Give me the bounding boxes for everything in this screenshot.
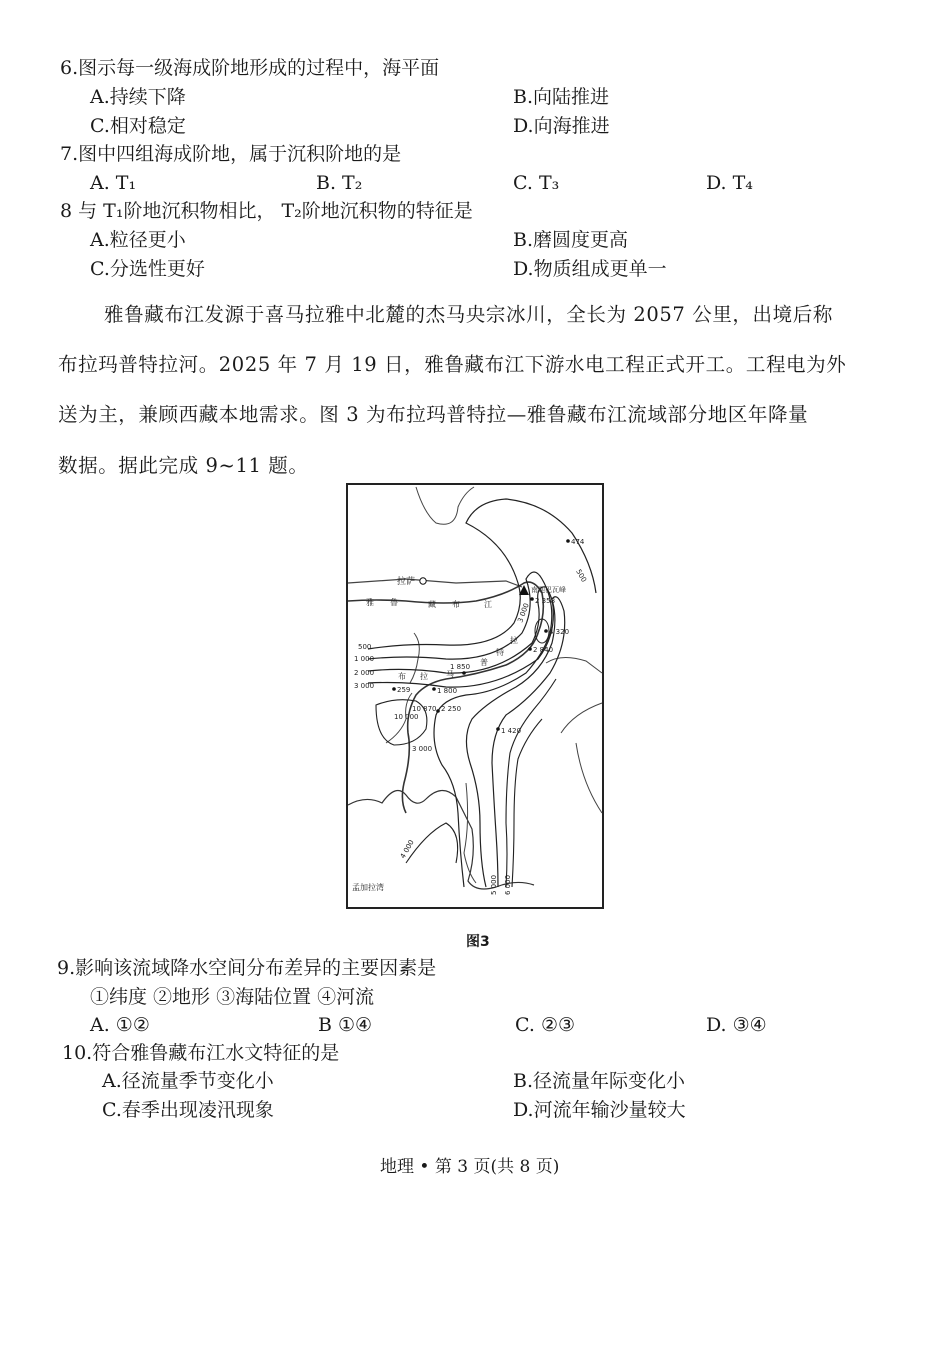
label-peak: 南迦巴瓦峰: [531, 586, 566, 594]
station-value: 474: [571, 538, 585, 546]
question-7-option-d[interactable]: D. T₄: [706, 172, 753, 194]
river-char: 布: [398, 672, 406, 681]
isoline-label: 2 000: [354, 669, 375, 677]
river-char: 雅: [366, 598, 374, 607]
question-8-option-d[interactable]: D.物质组成更单一: [513, 258, 667, 280]
question-7-option-c[interactable]: C. T₃: [513, 172, 560, 194]
isoline-label: 5 000: [490, 874, 498, 895]
isoline-label: 3 000: [412, 745, 433, 753]
question-6-option-d[interactable]: D.向海推进: [513, 115, 610, 137]
isoline-label: 500: [358, 643, 372, 651]
river-char: 藏: [428, 600, 436, 609]
station-value: 10 870: [412, 705, 437, 713]
river-char: 特: [496, 648, 504, 657]
station-value: 2 250: [441, 705, 462, 713]
passage-line-3: 送为主，兼顾西藏本地需求。图 3 为布拉玛普特拉—雅鲁藏布江流域部分地区年降量: [58, 403, 809, 426]
isoline-label: 1 000: [354, 655, 375, 663]
question-8-stem: 8 与 T₁阶地沉积物相比， T₂阶地沉积物的特征是: [60, 200, 473, 222]
question-9-stem: 9.影响该流域降水空间分布差异的主要因素是: [57, 957, 437, 979]
question-10-option-d[interactable]: D.河流年输沙量较大: [513, 1099, 686, 1121]
river-char: 鲁: [390, 598, 398, 607]
station-value: 4 320: [549, 628, 570, 636]
isoline-label: 3 000: [516, 602, 531, 624]
question-6-option-c[interactable]: C.相对稳定: [90, 115, 186, 137]
label-lhasa: 拉萨: [397, 577, 416, 587]
isoline-label: 4 000: [398, 838, 416, 860]
isoline-label: 3 000: [354, 682, 375, 690]
river-char: 江: [484, 600, 492, 609]
station-value: 259: [397, 686, 411, 694]
question-9-option-a[interactable]: A. ①②: [90, 1014, 150, 1036]
passage-line-4: 数据。据此完成 9~11 题。: [58, 454, 309, 477]
question-10-option-c[interactable]: C.春季出现凌汛现象: [102, 1099, 274, 1121]
city-icon: [420, 578, 426, 584]
question-7-option-a[interactable]: A. T₁: [90, 172, 137, 194]
isoline-label: 10 000: [394, 713, 419, 721]
question-6-stem: 6.图示每一级海成阶地形成的过程中，海平面: [60, 57, 440, 79]
river-char: 普: [480, 658, 488, 667]
question-10-option-b[interactable]: B.径流量年际变化小: [513, 1070, 686, 1092]
question-6-option-b[interactable]: B.向陆推进: [513, 86, 610, 108]
question-6-option-a[interactable]: A.持续下降: [90, 86, 186, 108]
question-8-option-b[interactable]: B.磨圆度更高: [513, 229, 629, 251]
question-10-option-a[interactable]: A.径流量季节变化小: [102, 1070, 274, 1092]
station-value: 1 420: [501, 727, 522, 735]
question-9-option-d[interactable]: D. ③④: [706, 1014, 767, 1036]
station-value: 1 800: [437, 687, 458, 695]
station-value: 1 850: [450, 663, 471, 671]
question-8-option-c[interactable]: C.分选性更好: [90, 258, 205, 280]
question-8-option-a[interactable]: A.粒径更小: [90, 229, 186, 251]
question-7-option-b[interactable]: B. T₂: [316, 172, 363, 194]
question-9-factors: ①纬度 ②地形 ③海陆位置 ④河流: [90, 986, 375, 1008]
river-char: 拉: [420, 672, 428, 681]
passage-line-2: 布拉玛普特拉河。2025 年 7 月 19 日，雅鲁藏布江下游水电工程正式开工。工程电为外: [58, 353, 847, 376]
river-char: 拉: [510, 636, 518, 645]
isoline-label: 6 000: [504, 874, 512, 895]
river-char: 马: [446, 670, 454, 679]
question-9-option-c[interactable]: C. ②③: [515, 1014, 576, 1036]
page-footer: 地理 • 第 3 页(共 8 页): [380, 1157, 560, 1177]
precipitation-map: [346, 483, 604, 909]
question-9-option-b[interactable]: B ①④: [318, 1014, 373, 1036]
passage-line-1: 雅鲁藏布江发源于喜马拉雅中北麓的杰马央宗冰川，全长为 2057 公里，出境后称: [104, 303, 833, 326]
isoline-label: 500: [574, 568, 588, 584]
figure-caption: 图3: [466, 934, 490, 950]
station-value: 2 358: [535, 597, 556, 605]
question-7-stem: 7.图中四组海成阶地，属于沉积阶地的是: [60, 143, 402, 165]
label-bay: 孟加拉湾: [352, 883, 384, 892]
question-10-stem: 10.符合雅鲁藏布江水文特征的是: [62, 1042, 340, 1064]
station-value: 2 840: [533, 646, 554, 654]
river-char: 布: [452, 600, 460, 609]
map-frame: [347, 484, 603, 908]
